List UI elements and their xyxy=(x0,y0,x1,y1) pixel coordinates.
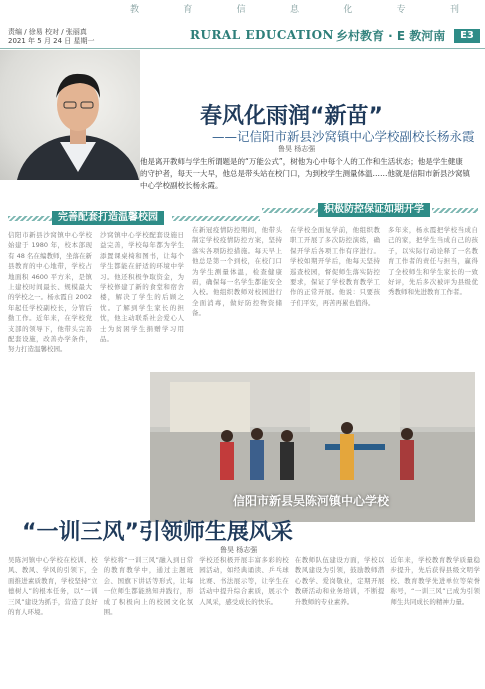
article1-column: 在学校全面复学前，他组织教职工开展了多次防控演练，确保开学后各项工作有序进行。学校如期开学后，他每天坚持巡查校园，督促师生落实防控要求，保证了学校教育教学工作的正常开展。他说：只要孩子们平安，再苦再累也值得。 xyxy=(290,226,380,307)
feature-intro: 他是离开教师与学生所谓题是的“万能公式”，树他为心中每个人的工作和生活状态；他是学生健康的守护者，每天一大早，他总是带头站在校门口，为到校学生测量体温……他就是信阳市新县沙窝镇中心学校副校长杨永霞。 xyxy=(140,157,470,190)
article2-column: 学校将“一训三风”融入到日常的教育教学中，通过主题班会、国旗下讲话等形式，让每一位师生都能熟知并践行，形成了积极向上的校园文化氛围。 xyxy=(103,556,194,617)
section-title-en: RURAL EDUCATION xyxy=(190,28,335,42)
tag-stripe-left-2 xyxy=(172,216,260,221)
date-line: 2021 年 5 月 24 日 星期一 xyxy=(8,37,95,45)
masthead-char: 教 xyxy=(130,5,141,15)
tag-stripe-left xyxy=(8,216,52,221)
masthead-char: 信 xyxy=(236,5,247,15)
article1-column: 信阳市新县沙窝镇中心学校始建于 1980 年，校本部现有 48 名在编教师，坐落在新县教育的中心地带，学校占地面积 4600 平方米，是镇上建校时间最长、规模最大的学校之一。杨永霞自 2002 年起任学校副校长，分管后勤工作。近年来，在学校党支部的领导下，他带头完善配套设施，改善办学条件，努力打造温馨校园。 xyxy=(8,231,92,354)
masthead-char: 刊 xyxy=(449,5,460,15)
article1-column: 在新冠疫情防控期间，他带头制定学校疫情防控方案，坚持落实各项防控措施。每天早上他总是第一个到校，在校门口为学生测量体温，检查健康码，确保每一名学生都能安全入校。他组织教师对校园进行全面消毒，做好防控物资储备。 xyxy=(192,226,282,318)
photo-caption: 信阳市新县吴陈河镇中心学校 xyxy=(232,494,389,508)
article2-column: 学校还积极开展丰富多彩的校园活动，如经典诵读、乒乓球比赛、书法展示等，让学生在活动中提升综合素质，展示个人风采，感受成长的快乐。 xyxy=(199,556,289,606)
article2-column: 在教师队伍建设方面，学校以教风建设为引领，鼓励教师潜心教学、爱岗敬业，定期开展教研活动和业务培训，不断提升教师的专业素养。 xyxy=(294,556,385,606)
tag-stripe-right-2 xyxy=(432,208,478,213)
header-divider xyxy=(0,48,485,49)
article2-body xyxy=(8,555,480,685)
second-byline: 鲁昊 杨志强 xyxy=(220,546,258,554)
article2-column: 吴陈河镇中心学校在校训、校风、教风、学风的引领下，全面推进素质教育，学校坚持“立德树人”的根本任务，以“一训三风”建设为抓手，营造了良好的育人环境。 xyxy=(8,556,98,617)
page-number-badge: E3 xyxy=(454,29,480,43)
article2-column: 近年来，学校教育教学质量稳步提升，先后获得县级文明学校、教育教学先进单位等荣誉称号，“一训三风”已成为引领师生共同成长的精神力量。 xyxy=(390,556,480,606)
masthead-char: 息 xyxy=(289,5,300,15)
portrait-illustration xyxy=(0,50,140,180)
masthead-char: 化 xyxy=(343,5,354,15)
article1-column: 沙窝镇中心学校配套设施日益完善，学校每年都为学生添置课桌椅和图书，让每个学生都能在舒适的环境中学习。他还积极争取资金，为学校修建了新的食堂和宿舍楼，解决了学生的后顾之忧。了解到学生家长的担忧，他主动联系社会爱心人士为贫困学生捐赠学习用品。 xyxy=(100,231,184,344)
section-title-cn: 乡村教育 · E 教河南 xyxy=(336,29,446,43)
section-tag-prevention: 积极防控保证如期开学 xyxy=(318,203,430,217)
feature-headline: 春风化雨润“新苗” xyxy=(200,104,383,129)
tag-stripe-right xyxy=(262,208,318,213)
editor-line: 责编 / 徐易 校对 / 张丽真 xyxy=(8,28,87,36)
masthead-char: 育 xyxy=(183,5,194,15)
feature-byline: 鲁昊 杨志强 xyxy=(278,145,316,153)
portrait-photo xyxy=(0,50,140,180)
masthead-char: 专 xyxy=(396,5,407,15)
section-tag-campus: 完善配套打造温馨校园 xyxy=(52,211,164,225)
article1-column: 多年来，杨永霞把学校当成自己的家，把学生当成自己的孩子，以实际行动诠释了一名教育工作者的责任与担当，赢得了全校师生和学生家长的一致好评，先后多次被评为县级优秀教师和先进教育工作者。 xyxy=(388,226,478,297)
feature-subhead: ——记信阳市新县沙窝镇中心学校副校长杨永霞 xyxy=(212,129,475,144)
second-headline: “一训三风”引领师生展风采 xyxy=(22,520,293,545)
masthead-characters xyxy=(130,2,460,15)
